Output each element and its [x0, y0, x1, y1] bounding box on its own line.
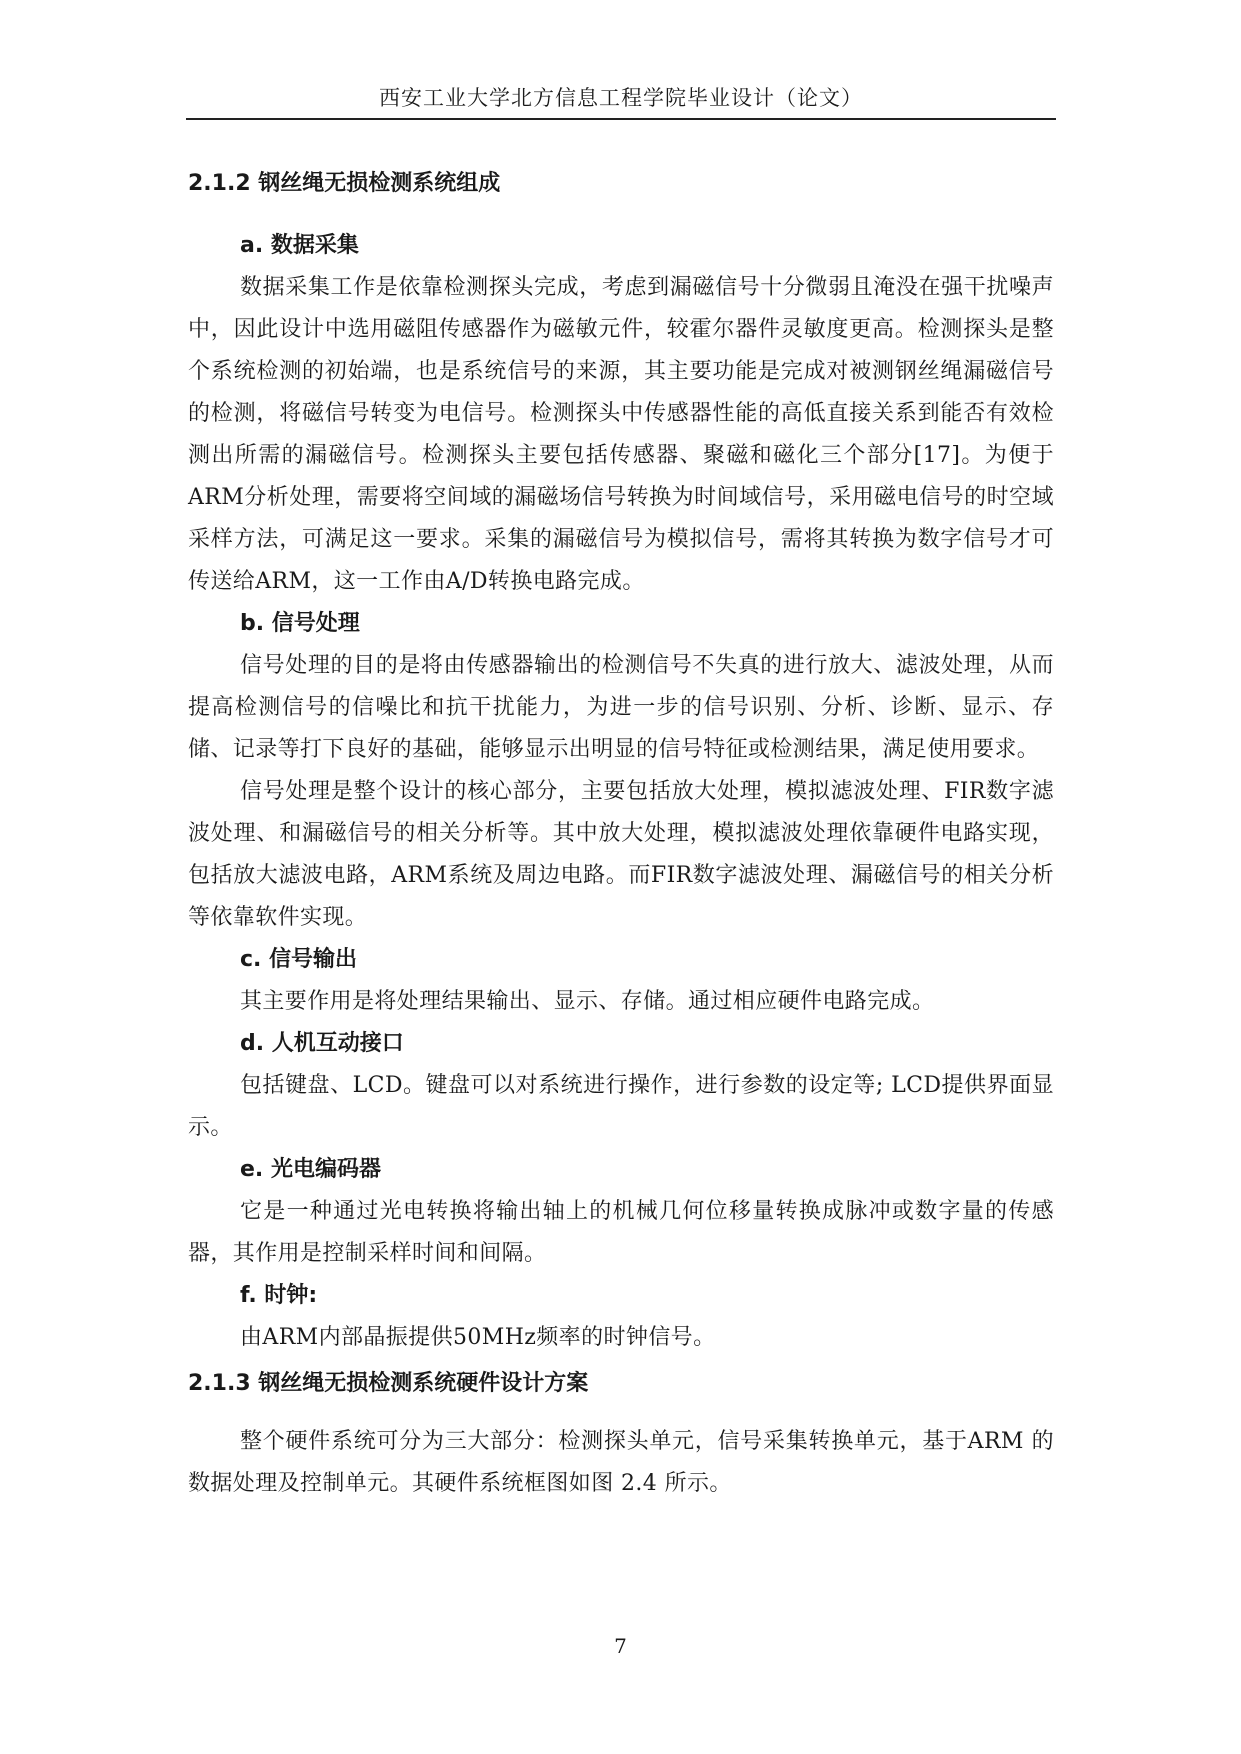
paragraph-data-acquisition: 数据采集工作是依靠检测探头完成，考虑到漏磁信号十分微弱且淹没在强干扰噪声中，因此设计中选用磁阻传感器作为磁敏元件，较霍尔器件灵敏度更高。检测探头是整个系统检测的初始端，也是系统信号的来源，其主要功能是完成对被测钢丝绳漏磁信号的检测，将磁信号转变为电信号。检测探头中传感器性能的高低直接关系到能否有效检测出所需的漏磁信号。检测探头主要包括传感器、聚磁和磁化三个部分[17]。为便于ARM分析处理，需要将空间域的漏磁场信号转换为时间域信号，采用磁电信号的时空域采样方法，可满足这一要求。采集的漏磁信号为模拟信号，需将其转换为数字信号才可传送给ARM，这一工作由A/D转换电路完成。 [188, 275, 1054, 594]
paragraph-signal-processing-2: 信号处理是整个设计的核心部分，主要包括放大处理，模拟滤波处理、FIR数字滤波处理、和漏磁信号的相关分析等。其中放大处理，模拟滤波处理依靠硬件电路实现，包括放大滤波电路，ARM系统及周边电路。而FIR数字滤波处理、漏磁信号的相关分析等依靠软件实现。 [188, 779, 1054, 930]
paragraph-hmi: 包括键盘、LCD。键盘可以对系统进行操作，进行参数的设定等; LCD提供界面显示。 [188, 1073, 1054, 1140]
header-rule [186, 118, 1056, 120]
subheading-clock: f. 时钟: [240, 1283, 318, 1308]
subheading-data-acquisition: a. 数据采集 [240, 233, 359, 258]
subheading-signal-processing: b. 信号处理 [240, 611, 360, 636]
page-number: 7 [614, 1634, 627, 1658]
paragraph-hardware-overview: 整个硬件系统可分为三大部分：检测探头单元，信号采集转换单元，基于ARM 的数据处理及控制单元。其硬件系统框图如图 2.4 所示。 [188, 1429, 1054, 1496]
subheading-encoder: e. 光电编码器 [240, 1157, 381, 1182]
paragraph-signal-output: 其主要作用是将处理结果输出、显示、存储。通过相应硬件电路完成。 [240, 989, 935, 1014]
section-heading-2-1-3: 2.1.3 钢丝绳无损检测系统硬件设计方案 [188, 1371, 589, 1396]
subheading-signal-output: c. 信号输出 [240, 947, 358, 972]
paragraph-clock: 由ARM内部晶振提供50MHz频率的时钟信号。 [240, 1325, 716, 1350]
paragraph-encoder: 它是一种通过光电转换将输出轴上的机械几何位移量转换成脉冲或数字量的传感器，其作用是控制采样时间和间隔。 [188, 1199, 1054, 1266]
running-header: 西安工业大学北方信息工程学院毕业设计（论文） [379, 86, 863, 110]
section-heading-2-1-2: 2.1.2 钢丝绳无损检测系统组成 [188, 171, 501, 196]
page-body [188, 163, 1054, 1505]
subheading-hmi: d. 人机互动接口 [240, 1031, 404, 1056]
paragraph-signal-processing-1: 信号处理的目的是将由传感器输出的检测信号不失真的进行放大、滤波处理，从而提高检测信号的信噪比和抗干扰能力，为进一步的信号识别、分析、诊断、显示、存储、记录等打下良好的基础，能够显示出明显的信号特征或检测结果，满足使用要求。 [188, 653, 1054, 762]
